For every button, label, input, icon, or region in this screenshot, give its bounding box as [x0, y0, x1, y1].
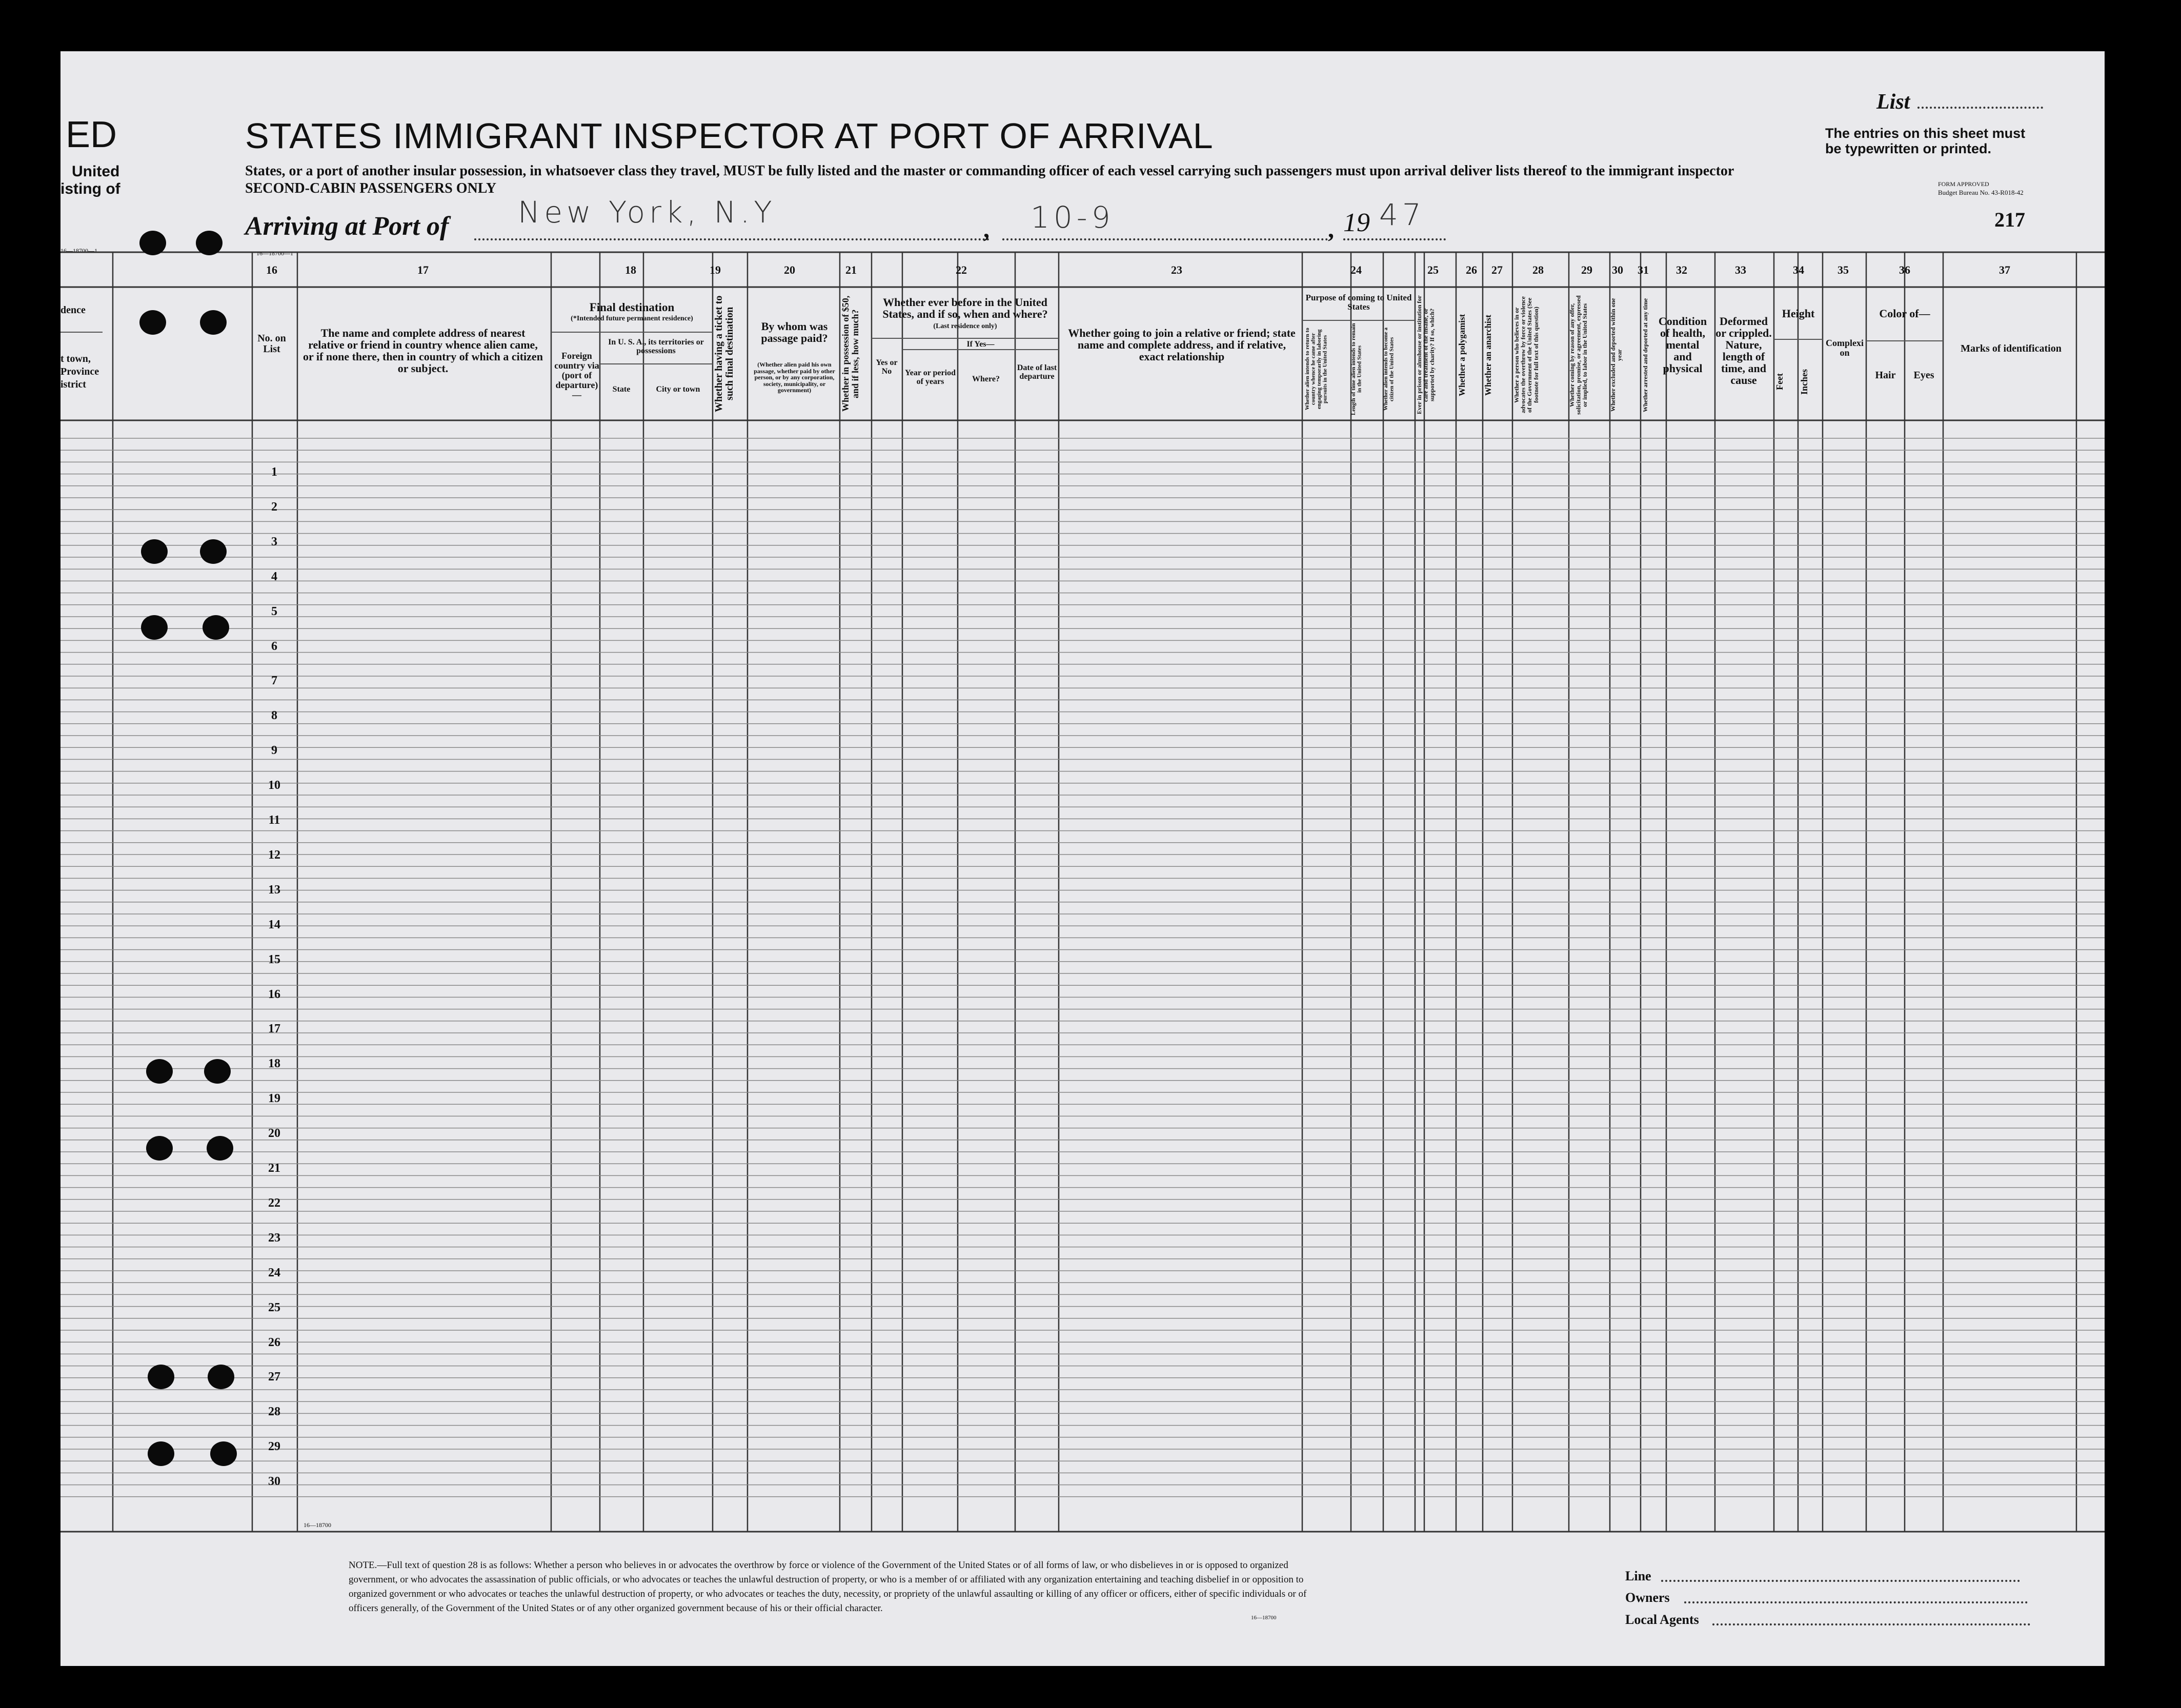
col18-foreign: Foreign country via (port of departure)—	[554, 351, 599, 400]
col23-header: Whether going to join a relative or friend; state name and complete address, and if relative, exact relationship	[1068, 327, 1296, 363]
row-number: 29	[268, 1440, 280, 1454]
col-num-22: 22	[956, 263, 967, 276]
town-line-3: istrict	[60, 379, 86, 390]
punch-hole	[139, 310, 166, 335]
col22-yes-no: Yes or No	[876, 358, 898, 376]
row-number: 22	[268, 1196, 280, 1210]
col-num-32: 32	[1676, 263, 1687, 276]
page-number: 217	[1994, 208, 2025, 231]
col-num-28: 28	[1532, 263, 1544, 276]
col16-header: No. on List	[257, 333, 286, 355]
col24-header: Purpose of coming to United States	[1305, 293, 1412, 312]
col-num-25: 25	[1427, 263, 1439, 276]
punch-hole	[146, 1059, 173, 1084]
col18-header: Final destination	[589, 301, 675, 314]
bottom-code: 16—18700	[304, 1521, 331, 1529]
entries-note-1: The entries on this sheet must	[1825, 126, 2026, 141]
col-num-31: 31	[1638, 263, 1649, 276]
col22-header: Whether ever before in the United States, and if so, when and where?	[882, 296, 1048, 321]
year-prefix: 19	[1343, 208, 1370, 237]
row-number: 19	[268, 1092, 280, 1106]
punch-hole	[203, 615, 229, 640]
col22-years: Year or period of years	[905, 369, 956, 386]
owners-field	[1684, 1601, 2028, 1603]
form-code: 16—18700—1	[256, 250, 293, 257]
punch-hole	[146, 1136, 173, 1161]
punch-hole	[208, 1365, 234, 1389]
punch-hole	[139, 231, 166, 255]
comma-1: ,	[983, 216, 989, 243]
col28-header: Whether a person who believes in or advocates the overthrow by force or violence of the Government of the United States (See footnote for full text of this question)	[1513, 296, 1540, 414]
col18-usa: In U. S. A., its territories or possessions	[608, 338, 704, 355]
punch-hole	[207, 1136, 233, 1161]
row-number: 16	[268, 987, 280, 1001]
col18-state: State	[612, 385, 631, 394]
col24-sub-3: Whether alien intends to become a citizen of the United States	[1383, 327, 1395, 411]
row-number: 10	[268, 779, 280, 792]
col21-header: Whether in possession of $50, and if less, how much?	[840, 295, 860, 412]
town-line-2: Province	[60, 366, 99, 377]
row-number: 13	[268, 883, 280, 897]
row-number: 23	[268, 1231, 280, 1245]
col-num-27: 27	[1491, 263, 1503, 276]
punch-hole	[210, 1441, 237, 1466]
col-num-20: 20	[784, 263, 795, 276]
row-number: 26	[268, 1335, 280, 1349]
col20-header: By whom was passage paid?	[761, 320, 828, 345]
row-number: 17	[268, 1022, 280, 1036]
agents-label: Local Agents	[1625, 1612, 1699, 1627]
col25-header: Ever in prison or almshouse or institution for care and treatment of the insane, or supported by charity? If so, which?	[1416, 295, 1436, 415]
col-num-19: 19	[710, 263, 721, 276]
punch-hole	[141, 539, 168, 564]
col29-header: Whether coming by reason of any offer, solicitation, promise, or agreement, expressed or implied, to labor in the United States	[1568, 295, 1589, 415]
row-number: 3	[271, 535, 277, 548]
col33-header: Deformed or crippled. Nature, length of time, and cause	[1715, 315, 1772, 387]
row-number: 7	[271, 674, 277, 688]
punch-hole	[200, 539, 227, 564]
line-field	[1661, 1580, 2020, 1582]
col22-subheader: (Last residence only)	[933, 322, 997, 330]
col20-subheader: (Whether alien paid his own passage, whether paid by other person, or by any corporation, society, municipality, or government)	[754, 361, 835, 394]
col18-subheader: (*Intended future permanent residence)	[571, 315, 693, 322]
col34-inches: Inches	[1799, 369, 1809, 395]
punch-hole	[196, 231, 223, 255]
col27-header: Whether an anarchist	[1483, 314, 1493, 396]
col22-if-yes: If Yes—	[966, 340, 995, 349]
row-number: 15	[268, 952, 280, 966]
row-number: 12	[268, 848, 280, 862]
row-number: 20	[268, 1127, 280, 1141]
row-number: 11	[268, 814, 280, 827]
col31-header: Whether arrested and deported at any time	[1642, 298, 1649, 412]
col-num-34: 34	[1793, 263, 1804, 276]
row-number: 14	[268, 918, 280, 931]
col-num-37: 37	[1999, 263, 2010, 276]
row-number: 6	[271, 639, 277, 653]
row-number: 9	[271, 744, 277, 758]
col-num-16: 16	[266, 263, 277, 276]
punch-hole	[148, 1441, 174, 1466]
form-approved: FORM APPROVED	[1938, 180, 1989, 188]
line-label: Line	[1625, 1569, 1651, 1583]
col17-header: The name and complete address of nearest relative or friend in country whence alien came, or if none there, then in country of which a citizen or subject.	[303, 327, 543, 375]
col-num-24: 24	[1350, 263, 1362, 276]
col-num-23: 23	[1171, 263, 1182, 276]
col26-header: Whether a polygamist	[1457, 314, 1467, 396]
date-handwritten: 10-9	[1031, 200, 1115, 235]
punch-hole	[200, 310, 227, 335]
row-number: 24	[268, 1266, 280, 1279]
col-num-33: 33	[1735, 263, 1746, 276]
col-num-26: 26	[1466, 263, 1477, 276]
port-handwritten: New York, N.Y	[518, 195, 776, 230]
left-edge-line-2: isting of	[60, 180, 120, 197]
row-number: 25	[268, 1300, 280, 1314]
page-title: STATES IMMIGRANT INSPECTOR AT PORT OF ARRIVAL	[245, 116, 1214, 156]
year-handwritten: 47	[1379, 197, 1425, 232]
col-num-17: 17	[417, 263, 429, 276]
col-num-18: 18	[625, 263, 636, 276]
subtitle-line-1: States, or a port of another insular possession, in whatsoever class they travel, MUST be fully listed and the master or commanding officer of each vessel carrying such passengers must upon arrival deliver lists thereof to the immigrant inspector	[245, 163, 1734, 179]
col22-departure: Date of last departure	[1017, 363, 1057, 381]
row-number: 18	[268, 1057, 280, 1071]
footnote-code: 16—18700	[1251, 1615, 1277, 1621]
subtitle-line-2: SECOND-CABIN PASSENGERS ONLY	[245, 180, 497, 196]
col36-header: Color of—	[1879, 307, 1930, 320]
col32-header: Condition of health, mental and physical	[1658, 315, 1707, 375]
town-line-1: t town,	[60, 353, 91, 364]
budget-bureau: Budget Bureau No. 43-R018-42	[1938, 189, 2024, 196]
row-number: 30	[268, 1475, 280, 1489]
row-number: 27	[268, 1370, 280, 1384]
row-number: 5	[271, 604, 277, 618]
col-num-21: 21	[845, 263, 857, 276]
col36-hair: Hair	[1875, 370, 1896, 381]
entries-note-2: be typewritten or printed.	[1825, 141, 1992, 156]
arriving-label: Arriving at Port of	[245, 212, 449, 241]
row-number: 2	[271, 500, 277, 514]
punch-hole	[204, 1059, 231, 1084]
col22-where: Where?	[972, 375, 1000, 383]
residence-label: dence	[60, 304, 86, 316]
left-edge-title: ED	[66, 114, 117, 155]
punch-hole	[141, 615, 168, 640]
col35-header: Complexion	[1826, 338, 1864, 358]
col18-city: City or town	[656, 385, 700, 394]
row-number: 1	[271, 465, 277, 479]
row-number: 4	[271, 570, 277, 583]
owners-label: Owners	[1625, 1590, 1670, 1605]
col-num-30: 30	[1612, 263, 1623, 276]
col24-sub-1: Whether alien intends to return to country whence he came after engaging temporarily in laboring pursuits in the United States	[1304, 328, 1328, 411]
punch-hole	[148, 1365, 174, 1389]
col34-feet: Feet	[1774, 373, 1785, 391]
col-num-35: 35	[1837, 263, 1849, 276]
col34-header: Height	[1782, 307, 1815, 320]
list-label: List	[1876, 90, 1910, 114]
col-num-29: 29	[1581, 263, 1592, 276]
form-code-left: 16—18700—1	[60, 247, 97, 254]
row-number: 21	[268, 1162, 280, 1175]
row-number: 8	[271, 709, 277, 723]
row-number: 28	[268, 1405, 280, 1419]
col37-header: Marks of identification	[1961, 343, 2062, 354]
col-num-36: 36	[1899, 263, 1910, 276]
col30-header: Whether excluded and deported within one year	[1609, 298, 1623, 412]
footnote-question-28: NOTE.—Full text of question 28 is as follows: Whether a person who believes in or advocates the overthrow by force or violence of the Government of the United States or of all forms of law, or who disbelieves in or is opposed to organized government, or who advocates the assassination of public officials, or who advocates or teaches the unlawful destruction of property, or who is a member of or affiliated with any organization entertaining and teaching disbelief in or opposition to organized government or who advocates or teaches the unlawful destruction of property, or who advocates or teaches the duty, necessity, or propriety of the unlawful assaulting or killing of any officer or officers, either of specific individuals or of officers generally, of the Government of the United States or of any other organized government because of his or their official character.	[349, 1560, 1307, 1614]
col36-eyes: Eyes	[1913, 370, 1934, 381]
left-edge-line-1: United	[72, 163, 120, 180]
agents-field	[1712, 1623, 2030, 1625]
col19-header: Whether having a ticket to such final destination	[713, 295, 735, 412]
comma-2: ,	[1328, 216, 1334, 243]
col24-sub-2: Length of time alien intends to remain in the United States	[1350, 323, 1363, 415]
